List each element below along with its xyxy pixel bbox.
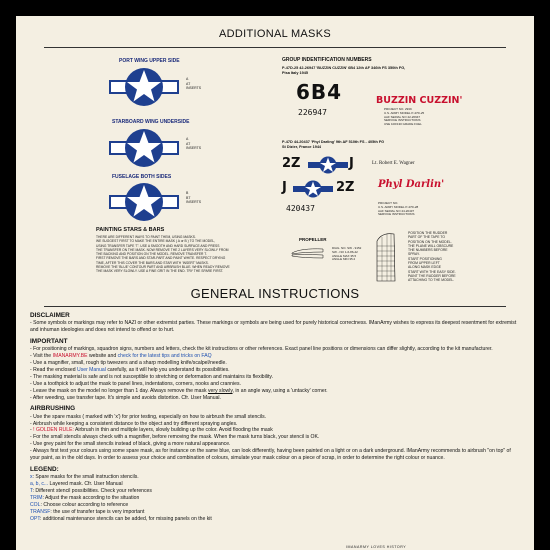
rudder-stripes-icon: [374, 231, 398, 283]
insert-labels-a: A AT INSERTS: [186, 77, 202, 90]
air-4: - For the small stencils always check with a magnifier, before removing the mask. When the mask turns black, your stencil is OK.: [30, 434, 320, 441]
project-2-stencil: PROJECT NO. U.S. ARMY MODEL P-47D-28 AAF SERIAL NO 44-20437 SERVICE INSTRUCTIONS: [378, 201, 419, 217]
important-heading: IMPORTANT: [30, 338, 68, 346]
aircraft-1-caption: P-47D-25 42-26947 'BUZZIN CUZZIN' 6B4 12th AF 346th FS 350th FG, Pisa Italy 1945: [282, 66, 406, 75]
code-j-a: J: [349, 156, 354, 171]
air-3: - ! GOLDEN RULE: Airbrush in thin and multiple layers, slowly building up the color. Avoid flooding the mask: [30, 427, 273, 434]
insert-labels-b: B BT INSERTS: [186, 191, 202, 204]
instruction-sheet: [16, 16, 534, 550]
painting-title: PAINTING STARS & BARS: [96, 227, 165, 233]
general-instructions-body: [30, 312, 520, 523]
disclaimer-heading: DISCLAIMER: [30, 312, 70, 319]
propeller-icon: [291, 245, 325, 261]
aircraft-2-caption: P-47D 44-20437 'Phyl Darling' 9th AF 510th FS - 405th FG St Dizier, France 1944: [282, 140, 385, 149]
legend-item: OPT: additional maintenance stencils can be added, for missing panels on the kit: [30, 515, 212, 522]
code-2z-b: 2Z: [336, 180, 355, 195]
legend-item: a, b, c... Layered mask. Cfr. User Manual: [30, 481, 123, 488]
important-5: - The masking material is safe and is not susceptible to stretching or deformation and maintains its flexibility.: [30, 373, 274, 380]
air-6: - Always first test your colours using some spare mask, as for instance on the same blue, can look differently, having been painted on a light or on a dark underground. IManArmy recommends to airbrush "on top" of your paint, as in the old days. In order to assess your choice and combination of colours, simulate your mask colour on a piece of scrap, in order to determine the right colour or nuance.: [30, 448, 511, 462]
pilot-name: Lt. Robert E. Wagner: [372, 161, 415, 166]
code-6b4: 6B4: [296, 80, 343, 104]
propeller-notes: DIAG. NO. SW - 9152 SW - NO 1-6-86-42 ANGLE MAX 35.5 ANGLE MIN 35.2: [332, 246, 362, 262]
code-j-b: J: [282, 180, 287, 195]
group-id-header: GROUP INDENTIFICATION NUMBERS: [282, 57, 372, 63]
fuselage-star-icon: [308, 156, 348, 174]
important-7: - Leave the mask on the model no longer than 1 day. Always remove the mask very slowly, in an angle way, using a 'untacky' corner.: [30, 387, 328, 394]
serial-1: 226947: [298, 108, 327, 117]
code-2z-a: 2Z: [282, 156, 301, 171]
legend-item: TRANSF: the use of transfer tape is very important: [30, 508, 145, 515]
port-wing-label: PORT WING UPPER SIDE: [119, 58, 180, 64]
air-1: - Use the spare masks ( marked with 'x') for prior testing, especially on how to airbrush the small stencils.: [30, 413, 267, 420]
general-instructions-title: GENERAL INSTRUCTIONS: [190, 286, 360, 301]
name-phyl-darlin: Phyl Darlin': [378, 179, 445, 190]
serial-2: 420437: [286, 204, 315, 213]
important-3: - Use a magnifier, small, rough tip tweezers and a sharp modelling knife/scalpel/needle.: [30, 360, 227, 367]
important-6: - Use a toothpick to adjust the mask to panel lines, indentations, corners, nooks and crannies.: [30, 380, 241, 387]
fuselage-star-icon-2: [293, 180, 333, 198]
starboard-wing-roundel-icon: [109, 128, 179, 168]
important-1: - For positioning of markings, squadron signs, numbers and letters, check the kit instructions or other references. Exact panel line positions or dimensions can differ slightly, according to the kit manufacturer.: [30, 346, 493, 353]
legend-item: TRIM: Adjust the mask according to the situation: [30, 494, 140, 501]
starboard-wing-label: STARBOARD WING UNDERSIDE: [112, 119, 190, 125]
propeller-label: PROPELLER: [299, 237, 327, 242]
footer-text: IMANARMY LOVES HISTORY: [346, 545, 407, 549]
project-1-stencil: PROJECT NO. 2939 U.S. ARMY MODEL P-47D-25 AAF SERIAL NO 42-26947 SERVICE INSTRUCTIONS USE 100/130 GRADE FUEL: [384, 107, 425, 127]
imanarmy-link[interactable]: IMANARMY.BE: [52, 353, 88, 360]
important-4: - Read the enclosed User Manual carefully, as it will help you understand its possibilities.: [30, 366, 230, 373]
legend-item: T: Different stencil possibilities. Check your references: [30, 488, 152, 495]
port-wing-roundel-icon: [109, 67, 179, 107]
additional-masks-title: ADDITIONAL MASKS: [219, 28, 331, 40]
fuselage-roundel-icon: [109, 182, 179, 222]
insert-labels-a2: A AT INSERTS: [186, 137, 202, 150]
faq-link[interactable]: check for the latest tips and tricks on FAQ: [117, 353, 212, 360]
legend-heading: LEGEND:: [30, 466, 59, 474]
legend-item: COL: Choose colour according to reference: [30, 501, 129, 508]
airbrushing-heading: AIRBRUSHING: [30, 405, 76, 413]
legend-item: x: Spare masks for the small instruction stencils.: [30, 474, 139, 481]
fuselage-label: FUSELAGE BOTH SIDES: [112, 174, 172, 180]
divider-2: [44, 306, 506, 307]
divider: [44, 47, 506, 48]
painting-instructions: THERE ARE DIFFERENT WAYS TO PAINT THEM, USING MASKS. WE SUGGEST FIRST TO MAKE THE ENTIRE MASK ( A or B ) TO THE MODEL, USING TRANSFER TAPE 'T'. USE A SMOOTH AND HARD SURFACE AND PRESS THE TRANSFER ON THE MASK. NOW REMOVE THE 2 LAYERS VERY SLOWLY FROM THE BACKING AND POSITION ON THE MODEL. REMOVE TRANSFER T. FIRST REMOVE THE BARS AND STAR-PART AND PAINT WHITE. RESPECT DRYING TIME, AFTER THIS COVER THE BARS AND STAR WITH 'INSERT' MASKS. REMOVE THE 'BLUE' CONTOUR PART AND AIRBRUSH BLUE. WHEN READY REMOVE THE MASK VERY SLOWLY. USE A FINE GRIT IN THE END. TRY THE SPARE FIRST.: [96, 235, 230, 274]
propeller-tips: POSITION THE RUDDER PART OF THE TAPE TO POSITION ON THE MODEL. THE PLANE WILL OBSCURE THE NUMBERS BEFORE SPRAY. START POSITIONING FROM UPPER LEFT ALONG MASK EDGE START WITH THE EASY SIDE. PAINT THE RUDDER BEFORE ATTACHING TO THE MODEL.: [408, 231, 456, 283]
air-5: - Use grey paint for the small stencils instead of black, giving a more natural appearance.: [30, 441, 231, 448]
disclaimer-text: - Some symbols or markings may refer to NAZI or other extremist parties. These markings or symbols are being used for purely historical correctness. IManArmy wishes to express its deepest resentment for extremist and inhuman ideologies and does not intend to offend or to hurt.: [30, 320, 517, 334]
air-2: - Airbrush while keeping a consistent distance to the object and try different spraying angles.: [30, 420, 238, 427]
important-8: - After weeding, use transfer tape. It's simple and avoids distortion. Cfr. User Manual.: [30, 394, 221, 401]
important-2: - Visit the IMANARMY.BE website and check for the latest tips and tricks on FAQ: [30, 353, 212, 360]
name-buzzin-cuzzin: BUZZIN CUZZIN': [376, 95, 463, 106]
user-manual-link[interactable]: User Manual: [77, 366, 106, 373]
